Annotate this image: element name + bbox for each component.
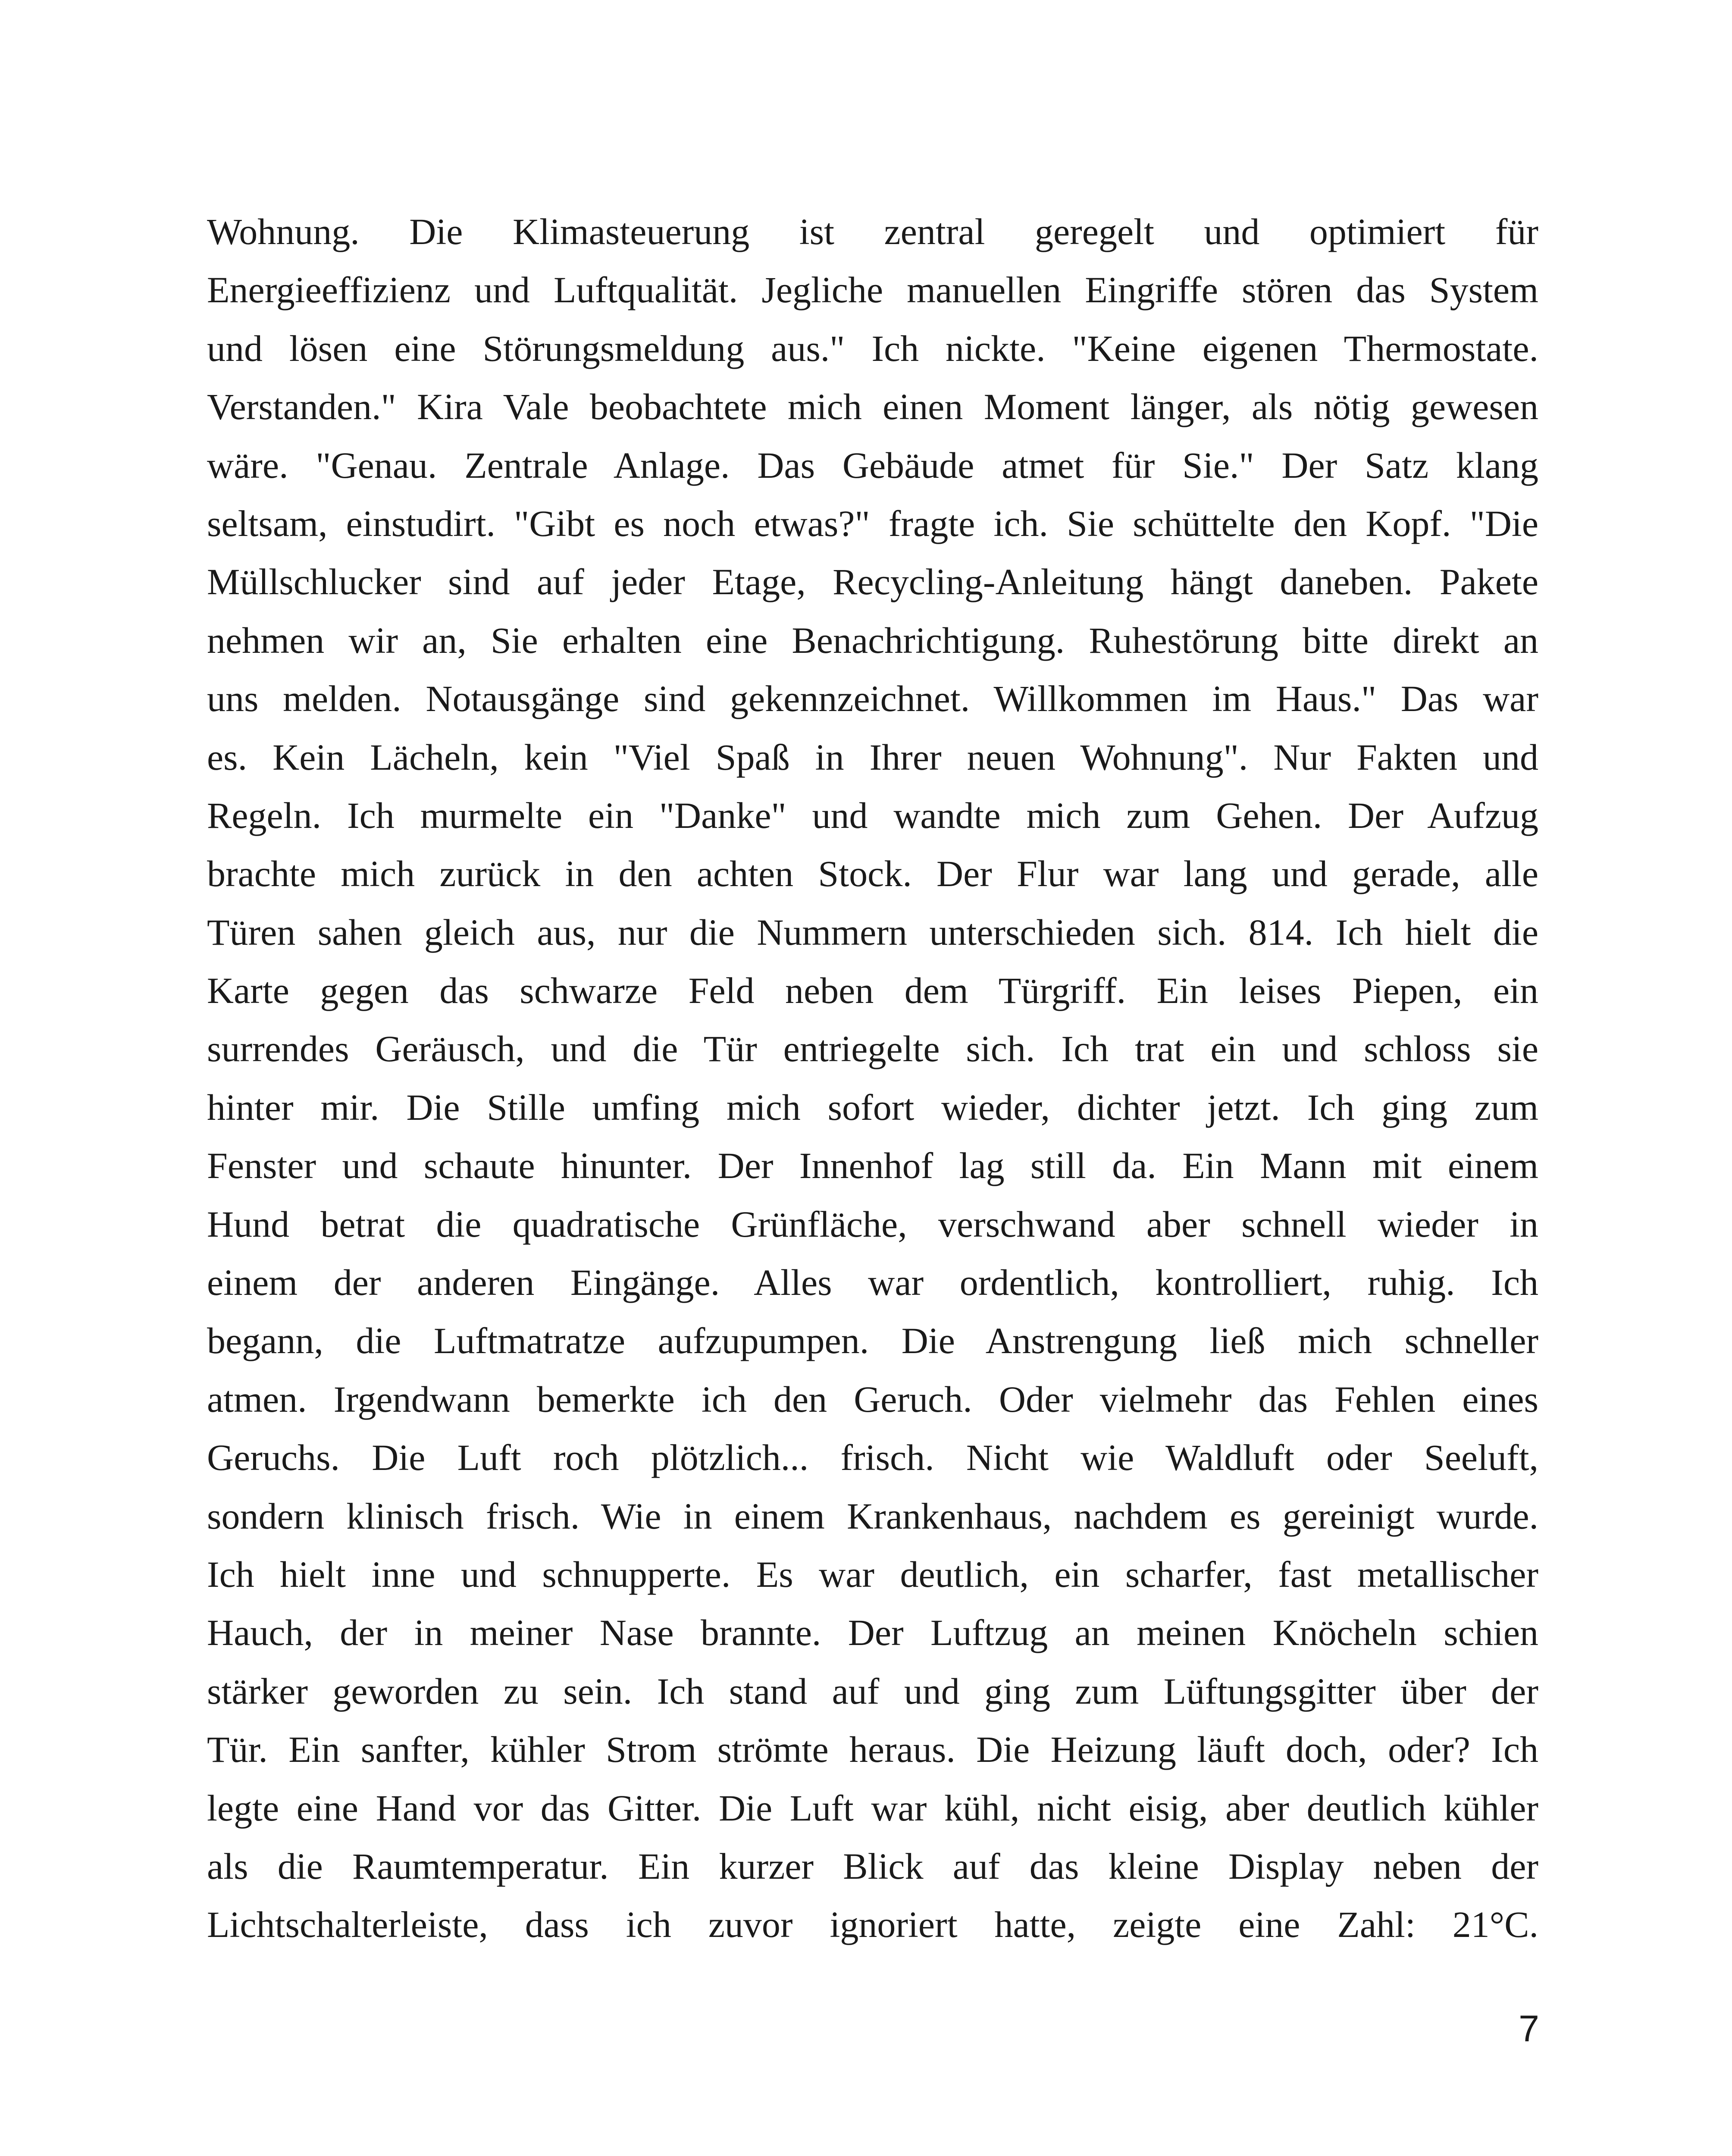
text-line: atmen. Irgendwann bemerkte ich den Geruch. Oder vielmehr das Fehlen eines (207, 1378, 1538, 1420)
text-line: Lichtschalterleiste, dass ich zuvor ignoriert hatte, zeigte eine Zahl: 21°C. (207, 1904, 1538, 1946)
text-line: nehmen wir an, Sie erhalten eine Benachrichtigung. Ruhestörung bitte direkt an (207, 619, 1538, 661)
text-line: als die Raumtemperatur. Ein kurzer Blick auf das kleine Display neben der (207, 1845, 1538, 1887)
text-line: brachte mich zurück in den achten Stock. Der Flur war lang und gerade, alle (207, 853, 1538, 895)
text-line: begann, die Luftmatratze aufzupumpen. Die Anstrengung ließ mich schneller (207, 1320, 1538, 1362)
text-line: Türen sahen gleich aus, nur die Nummern unterschieden sich. 814. Ich hielt die (207, 911, 1538, 953)
text-line: surrendes Geräusch, und die Tür entriegelte sich. Ich trat ein und schloss sie (207, 1028, 1538, 1070)
text-line: Ich hielt inne und schnupperte. Es war deutlich, ein scharfer, fast metallischer (207, 1553, 1538, 1595)
text-line: Energieeffizienz und Luftqualität. Jegliche manuellen Eingriffe stören das System (207, 269, 1538, 311)
text-line: Geruchs. Die Luft roch plötzlich... frisch. Nicht wie Waldluft oder Seeluft, (207, 1437, 1538, 1479)
text-line: Wohnung. Die Klimasteuerung ist zentral geregelt und optimiert für (207, 211, 1538, 252)
text-line: Fenster und schaute hinunter. Der Innenhof lag still da. Ein Mann mit einem (207, 1145, 1538, 1187)
text-line: hinter mir. Die Stille umfing mich sofort wieder, dichter jetzt. Ich ging zum (207, 1086, 1538, 1128)
text-line: Regeln. Ich murmelte ein "Danke" und wandte mich zum Gehen. Der Aufzug (207, 794, 1538, 836)
text-line: Verstanden." Kira Vale beobachtete mich einen Moment länger, als nötig gewesen (207, 386, 1538, 428)
text-line: seltsam, einstudirt. "Gibt es noch etwas?" fragte ich. Sie schüttelte den Kopf. "Die (207, 502, 1538, 544)
page-number: 7 (1519, 2008, 1539, 2049)
text-line: Hund betrat die quadratische Grünfläche, verschwand aber schnell wieder in (207, 1203, 1538, 1245)
text-line: legte eine Hand vor das Gitter. Die Luft war kühl, nicht eisig, aber deutlich kühler (207, 1787, 1538, 1829)
text-line: Hauch, der in meiner Nase brannte. Der Luftzug an meinen Knöcheln schien (207, 1612, 1538, 1654)
text-line: sondern klinisch frisch. Wie in einem Krankenhaus, nachdem es gereinigt wurde. (207, 1495, 1538, 1537)
body-text (207, 203, 1538, 1954)
text-line: und lösen eine Störungsmeldung aus." Ich nickte. "Keine eigenen Thermostate. (207, 327, 1538, 369)
text-line: Tür. Ein sanfter, kühler Strom strömte heraus. Die Heizung läuft doch, oder? Ich (207, 1729, 1538, 1771)
text-line: wäre. "Genau. Zentrale Anlage. Das Gebäude atmet für Sie." Der Satz klang (207, 444, 1538, 486)
text-line: stärker geworden zu sein. Ich stand auf und ging zum Lüftungsgitter über der (207, 1670, 1538, 1712)
text-line: uns melden. Notausgänge sind gekennzeichnet. Willkommen im Haus." Das war (207, 678, 1538, 720)
text-line: Karte gegen das schwarze Feld neben dem Türgriff. Ein leises Piepen, ein (207, 970, 1538, 1012)
text-line: es. Kein Lächeln, kein "Viel Spaß in Ihrer neuen Wohnung". Nur Fakten und (207, 736, 1538, 778)
text-line: Müllschlucker sind auf jeder Etage, Recycling-Anleitung hängt daneben. Pakete (207, 561, 1538, 603)
text-line: einem der anderen Eingänge. Alles war ordentlich, kontrolliert, ruhig. Ich (207, 1262, 1538, 1304)
